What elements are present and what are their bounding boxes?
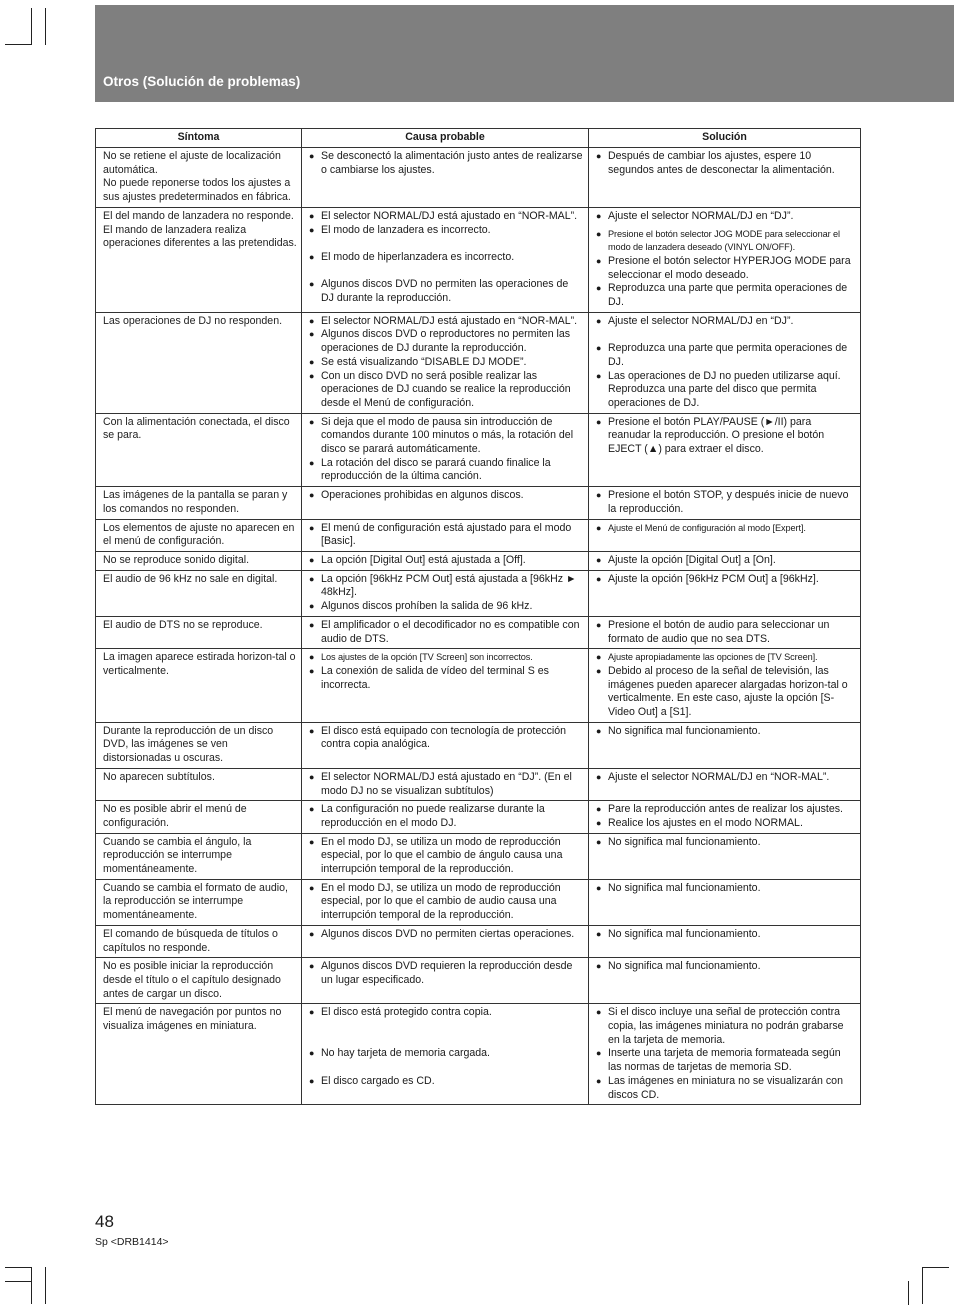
solution-item: ● Ajuste el Menú de configuración al modo [Expert]. bbox=[596, 522, 856, 536]
cause-cell bbox=[302, 1004, 589, 1105]
solution-item: ● Presione el botón selector HYPERJOG MODE para seleccionar el modo deseado. bbox=[596, 255, 856, 282]
solution-item: ● Las imágenes en miniatura no se visualizarán con discos CD. bbox=[596, 1075, 856, 1102]
table-row bbox=[96, 768, 861, 800]
solution-cell bbox=[589, 519, 861, 551]
symptom-cell: El comando de búsqueda de títulos o capítulos no responde. bbox=[96, 925, 302, 957]
cause-item: ● La opción [Digital Out] está ajustada a [Off]. bbox=[309, 554, 584, 568]
solution-cell bbox=[589, 833, 861, 879]
cause-cell bbox=[302, 722, 589, 768]
cause-cell bbox=[302, 519, 589, 551]
solution-cell bbox=[589, 551, 861, 570]
symptom-cell: No aparecen subtítulos. bbox=[96, 768, 302, 800]
cause-item: ● Los ajustes de la opción [TV Screen] son incorrectos. bbox=[309, 651, 584, 665]
cause-cell bbox=[302, 768, 589, 800]
cause-item: ● Se desconectó la alimentación justo antes de realizarse o cambiarse los ajustes. bbox=[309, 150, 584, 177]
symptom-cell: Con la alimentación conectada, el disco se para. bbox=[96, 413, 302, 487]
table-row bbox=[96, 616, 861, 648]
solution-item: ● Ajuste la opción [96kHz PCM Out] a [96kHz]. bbox=[596, 573, 856, 587]
symptom-cell: Los elementos de ajuste no aparecen en el menú de configuración. bbox=[96, 519, 302, 551]
table-row bbox=[96, 925, 861, 957]
solution-item: ● Presione el botón STOP, y después inicie de nuevo la reproducción. bbox=[596, 489, 856, 516]
document-code: Sp <DRB1414> bbox=[95, 1236, 169, 1248]
table-row bbox=[96, 487, 861, 519]
symptom-cell: El del mando de lanzadera no responde. El mando de lanzadera realiza operaciones diferentes a las pretendidas. bbox=[96, 207, 302, 312]
cause-item: ● Operaciones prohibidas en algunos discos. bbox=[309, 489, 584, 503]
table-row bbox=[96, 722, 861, 768]
cause-item: ● Algunos discos prohíben la salida de 96 kHz. bbox=[309, 600, 584, 614]
solution-cell bbox=[589, 570, 861, 616]
cause-cell bbox=[302, 833, 589, 879]
solution-item: ● Ajuste la opción [Digital Out] a [On]. bbox=[596, 554, 856, 568]
solution-cell bbox=[589, 487, 861, 519]
solution-cell bbox=[589, 768, 861, 800]
section-header bbox=[95, 5, 954, 102]
solution-item: ● Pare la reproducción antes de realizar los ajustes. bbox=[596, 803, 856, 817]
solution-item: ● Ajuste el selector NORMAL/DJ en “NOR-MAL”. bbox=[596, 771, 856, 785]
table-row bbox=[96, 207, 861, 312]
crop-mark bbox=[922, 1267, 949, 1268]
cause-item: ● Si deja que el modo de pausa sin introducción de comandos durante 100 minutos o más, la rotación del disco se parará automáticamente. bbox=[309, 416, 584, 457]
solution-item: ● Reproduzca una parte que permita operaciones de DJ. bbox=[596, 282, 856, 309]
solution-item: ● Ajuste el selector NORMAL/DJ en “DJ”. bbox=[596, 210, 856, 224]
solution-item: ● Presione el botón de audio para seleccionar un formato de audio que no sea DTS. bbox=[596, 619, 856, 646]
cause-item: ● Algunos discos DVD requieren la reproducción desde un lugar especificado. bbox=[309, 960, 584, 987]
table-row bbox=[96, 1004, 861, 1105]
cause-item: ● Algunos discos DVD o reproductores no permiten las operaciones de DJ durante la reproducción. bbox=[309, 328, 584, 355]
symptom-cell: Cuando se cambia el ángulo, la reproducción se interrumpe momentáneamente. bbox=[96, 833, 302, 879]
solution-item: ● Inserte una tarjeta de memoria formateada según las normas de tarjetas de memoria SD. bbox=[596, 1047, 856, 1074]
solution-item: ● Presione el botón PLAY/PAUSE (►/II) para reanudar la reproducción. O presione el botón EJECT (▲) para extraer el disco. bbox=[596, 416, 856, 457]
symptom-cell: El audio de 96 kHz no sale en digital. bbox=[96, 570, 302, 616]
table-row bbox=[96, 833, 861, 879]
table-header-row bbox=[96, 129, 861, 148]
cause-item: ● En el modo DJ, se utiliza un modo de reproducción especial, por lo que el cambio de ángulo causa una interrupción temporal de la reproducción. bbox=[309, 836, 584, 877]
solution-cell bbox=[589, 879, 861, 925]
cause-item: ● Algunos discos DVD no permiten las operaciones de DJ durante la reproducción. bbox=[309, 278, 584, 305]
solution-item: ● No significa mal funcionamiento. bbox=[596, 882, 856, 896]
solution-item: ● No significa mal funcionamiento. bbox=[596, 725, 856, 739]
solution-cell bbox=[589, 312, 861, 413]
cause-item: ● El disco cargado es CD. bbox=[309, 1075, 584, 1089]
cause-cell bbox=[302, 551, 589, 570]
table-row bbox=[96, 958, 861, 1004]
column-header-cause: Causa probable bbox=[302, 129, 589, 148]
symptom-cell: No se retiene el ajuste de localización automática. No puede reponerse todos los ajustes a sus ajustes predeterminados en fábrica. bbox=[96, 148, 302, 208]
crop-mark bbox=[45, 8, 46, 45]
cause-item: ● El menú de configuración está ajustado para el modo [Basic]. bbox=[309, 522, 584, 549]
solution-item: ● No significa mal funcionamiento. bbox=[596, 928, 856, 942]
troubleshooting-table bbox=[95, 128, 861, 1105]
cause-item: ● El selector NORMAL/DJ está ajustado en “DJ”. (En el modo DJ no se visualizan subtítulos) bbox=[309, 771, 584, 798]
solution-item: ● Las operaciones de DJ no pueden utilizarse aquí. Reproduzca una parte del disco que permita operaciones de DJ. bbox=[596, 370, 856, 411]
symptom-cell: No se reproduce sonido digital. bbox=[96, 551, 302, 570]
solution-cell bbox=[589, 801, 861, 833]
cause-item: ● El selector NORMAL/DJ está ajustado en “NOR-MAL”. bbox=[309, 315, 584, 329]
cause-cell bbox=[302, 801, 589, 833]
solution-cell bbox=[589, 1004, 861, 1105]
cause-cell bbox=[302, 616, 589, 648]
cause-item: ● La rotación del disco se parará cuando finalice la reproducción de la última canción. bbox=[309, 457, 584, 484]
cause-cell bbox=[302, 487, 589, 519]
symptom-cell: Las operaciones de DJ no responden. bbox=[96, 312, 302, 413]
column-header-solution: Solución bbox=[589, 129, 861, 148]
symptom-cell: No es posible abrir el menú de configuración. bbox=[96, 801, 302, 833]
cause-cell bbox=[302, 925, 589, 957]
solution-item: ● Reproduzca una parte que permita operaciones de DJ. bbox=[596, 342, 856, 369]
cause-item: ● El amplificador o el decodificador no es compatible con audio de DTS. bbox=[309, 619, 584, 646]
solution-item: ● No significa mal funcionamiento. bbox=[596, 836, 856, 850]
table-row bbox=[96, 649, 861, 723]
cause-cell bbox=[302, 649, 589, 723]
solution-cell bbox=[589, 649, 861, 723]
cause-cell bbox=[302, 148, 589, 208]
cause-item: ● Con un disco DVD no será posible realizar las operaciones de DJ cuando se realice la reproducción desde el Menú de configuración. bbox=[309, 370, 584, 411]
solution-item: ● No significa mal funcionamiento. bbox=[596, 960, 856, 974]
table-row bbox=[96, 519, 861, 551]
page-number: 48 bbox=[95, 1212, 114, 1231]
crop-mark bbox=[5, 1281, 32, 1282]
cause-cell bbox=[302, 413, 589, 487]
crop-mark bbox=[31, 8, 32, 45]
crop-mark bbox=[5, 1267, 32, 1268]
solution-item: ● Ajuste el selector NORMAL/DJ en “DJ”. bbox=[596, 315, 856, 329]
solution-cell bbox=[589, 925, 861, 957]
cause-cell bbox=[302, 312, 589, 413]
crop-mark bbox=[908, 1281, 909, 1305]
solution-item: ● Después de cambiar los ajustes, espere 10 segundos antes de desconectar la alimentación. bbox=[596, 150, 856, 177]
cause-item: ● La conexión de salida de vídeo del terminal S es incorrecta. bbox=[309, 665, 584, 692]
symptom-cell: El menú de navegación por puntos no visualiza imágenes en miniatura. bbox=[96, 1004, 302, 1105]
cause-item: ● El disco está protegido contra copia. bbox=[309, 1006, 584, 1020]
table-row bbox=[96, 312, 861, 413]
solution-item: ● Realice los ajustes en el modo NORMAL. bbox=[596, 817, 856, 831]
solution-cell bbox=[589, 958, 861, 1004]
solution-item: ● Si el disco incluye una señal de protección contra copia, las imágenes miniatura no podrán grabarse en la tarjeta de memoria. bbox=[596, 1006, 856, 1047]
symptom-cell: Las imágenes de la pantalla se paran y los comandos no responden. bbox=[96, 487, 302, 519]
cause-item: ● En el modo DJ, se utiliza un modo de reproducción especial, por lo que el cambio de audio causa una interrupción temporal de la reproducción. bbox=[309, 882, 584, 923]
table-row bbox=[96, 551, 861, 570]
solution-item: ● Presione el botón selector JOG MODE para seleccionar el modo de lanzadera deseado (VINYL ON/OFF). bbox=[596, 228, 856, 255]
cause-cell bbox=[302, 958, 589, 1004]
table-row bbox=[96, 879, 861, 925]
solution-item: ● Debido al proceso de la señal de televisión, las imágenes pueden aparecer alargadas horizon-tal o verticalmente. En este caso, ajuste la opción [S-Video Out] a [S1]. bbox=[596, 665, 856, 720]
symptom-cell: La imagen aparece estirada horizon-tal o verticalmente. bbox=[96, 649, 302, 723]
column-header-symptom: Síntoma bbox=[96, 129, 302, 148]
cause-cell bbox=[302, 879, 589, 925]
cause-cell bbox=[302, 570, 589, 616]
symptom-cell: Durante la reproducción de un disco DVD, las imágenes se ven distorsionadas u oscuras. bbox=[96, 722, 302, 768]
cause-item: ● El modo de lanzadera es incorrecto. bbox=[309, 224, 584, 238]
cause-cell bbox=[302, 207, 589, 312]
table-row bbox=[96, 148, 861, 208]
symptom-cell: Cuando se cambia el formato de audio, la reproducción se interrumpe momentáneamente. bbox=[96, 879, 302, 925]
cause-item: ● El selector NORMAL/DJ está ajustado en “NOR-MAL”. bbox=[309, 210, 584, 224]
table-row bbox=[96, 413, 861, 487]
solution-cell bbox=[589, 207, 861, 312]
cause-item: ● La opción [96kHz PCM Out] está ajustada a [96kHz ► 48kHz]. bbox=[309, 573, 584, 600]
cause-item: ● No hay tarjeta de memoria cargada. bbox=[309, 1047, 584, 1061]
crop-mark bbox=[922, 1267, 923, 1304]
crop-mark bbox=[5, 44, 32, 45]
cause-item: ● Se está visualizando “DISABLE DJ MODE”. bbox=[309, 356, 584, 370]
solution-item: ● Ajuste apropiadamente las opciones de [TV Screen]. bbox=[596, 651, 856, 665]
cause-item: ● El modo de hiperlanzadera es incorrecto. bbox=[309, 251, 584, 265]
cause-item: ● La configuración no puede realizarse durante la reproducción en el modo DJ. bbox=[309, 803, 584, 830]
symptom-cell: El audio de DTS no se reproduce. bbox=[96, 616, 302, 648]
cause-item: ● El disco está equipado con tecnología de protección contra copia analógica. bbox=[309, 725, 584, 752]
table-row bbox=[96, 570, 861, 616]
cause-item: ● Algunos discos DVD no permiten ciertas operaciones. bbox=[309, 928, 584, 942]
symptom-cell: No es posible iniciar la reproducción desde el título o el capítulo designado antes de cargar un disco. bbox=[96, 958, 302, 1004]
crop-mark bbox=[45, 1267, 46, 1304]
table-row bbox=[96, 801, 861, 833]
solution-cell bbox=[589, 616, 861, 648]
solution-cell bbox=[589, 722, 861, 768]
crop-mark bbox=[31, 1267, 32, 1304]
solution-cell bbox=[589, 413, 861, 487]
section-title: Otros (Solución de problemas) bbox=[103, 74, 301, 89]
solution-cell bbox=[589, 148, 861, 208]
